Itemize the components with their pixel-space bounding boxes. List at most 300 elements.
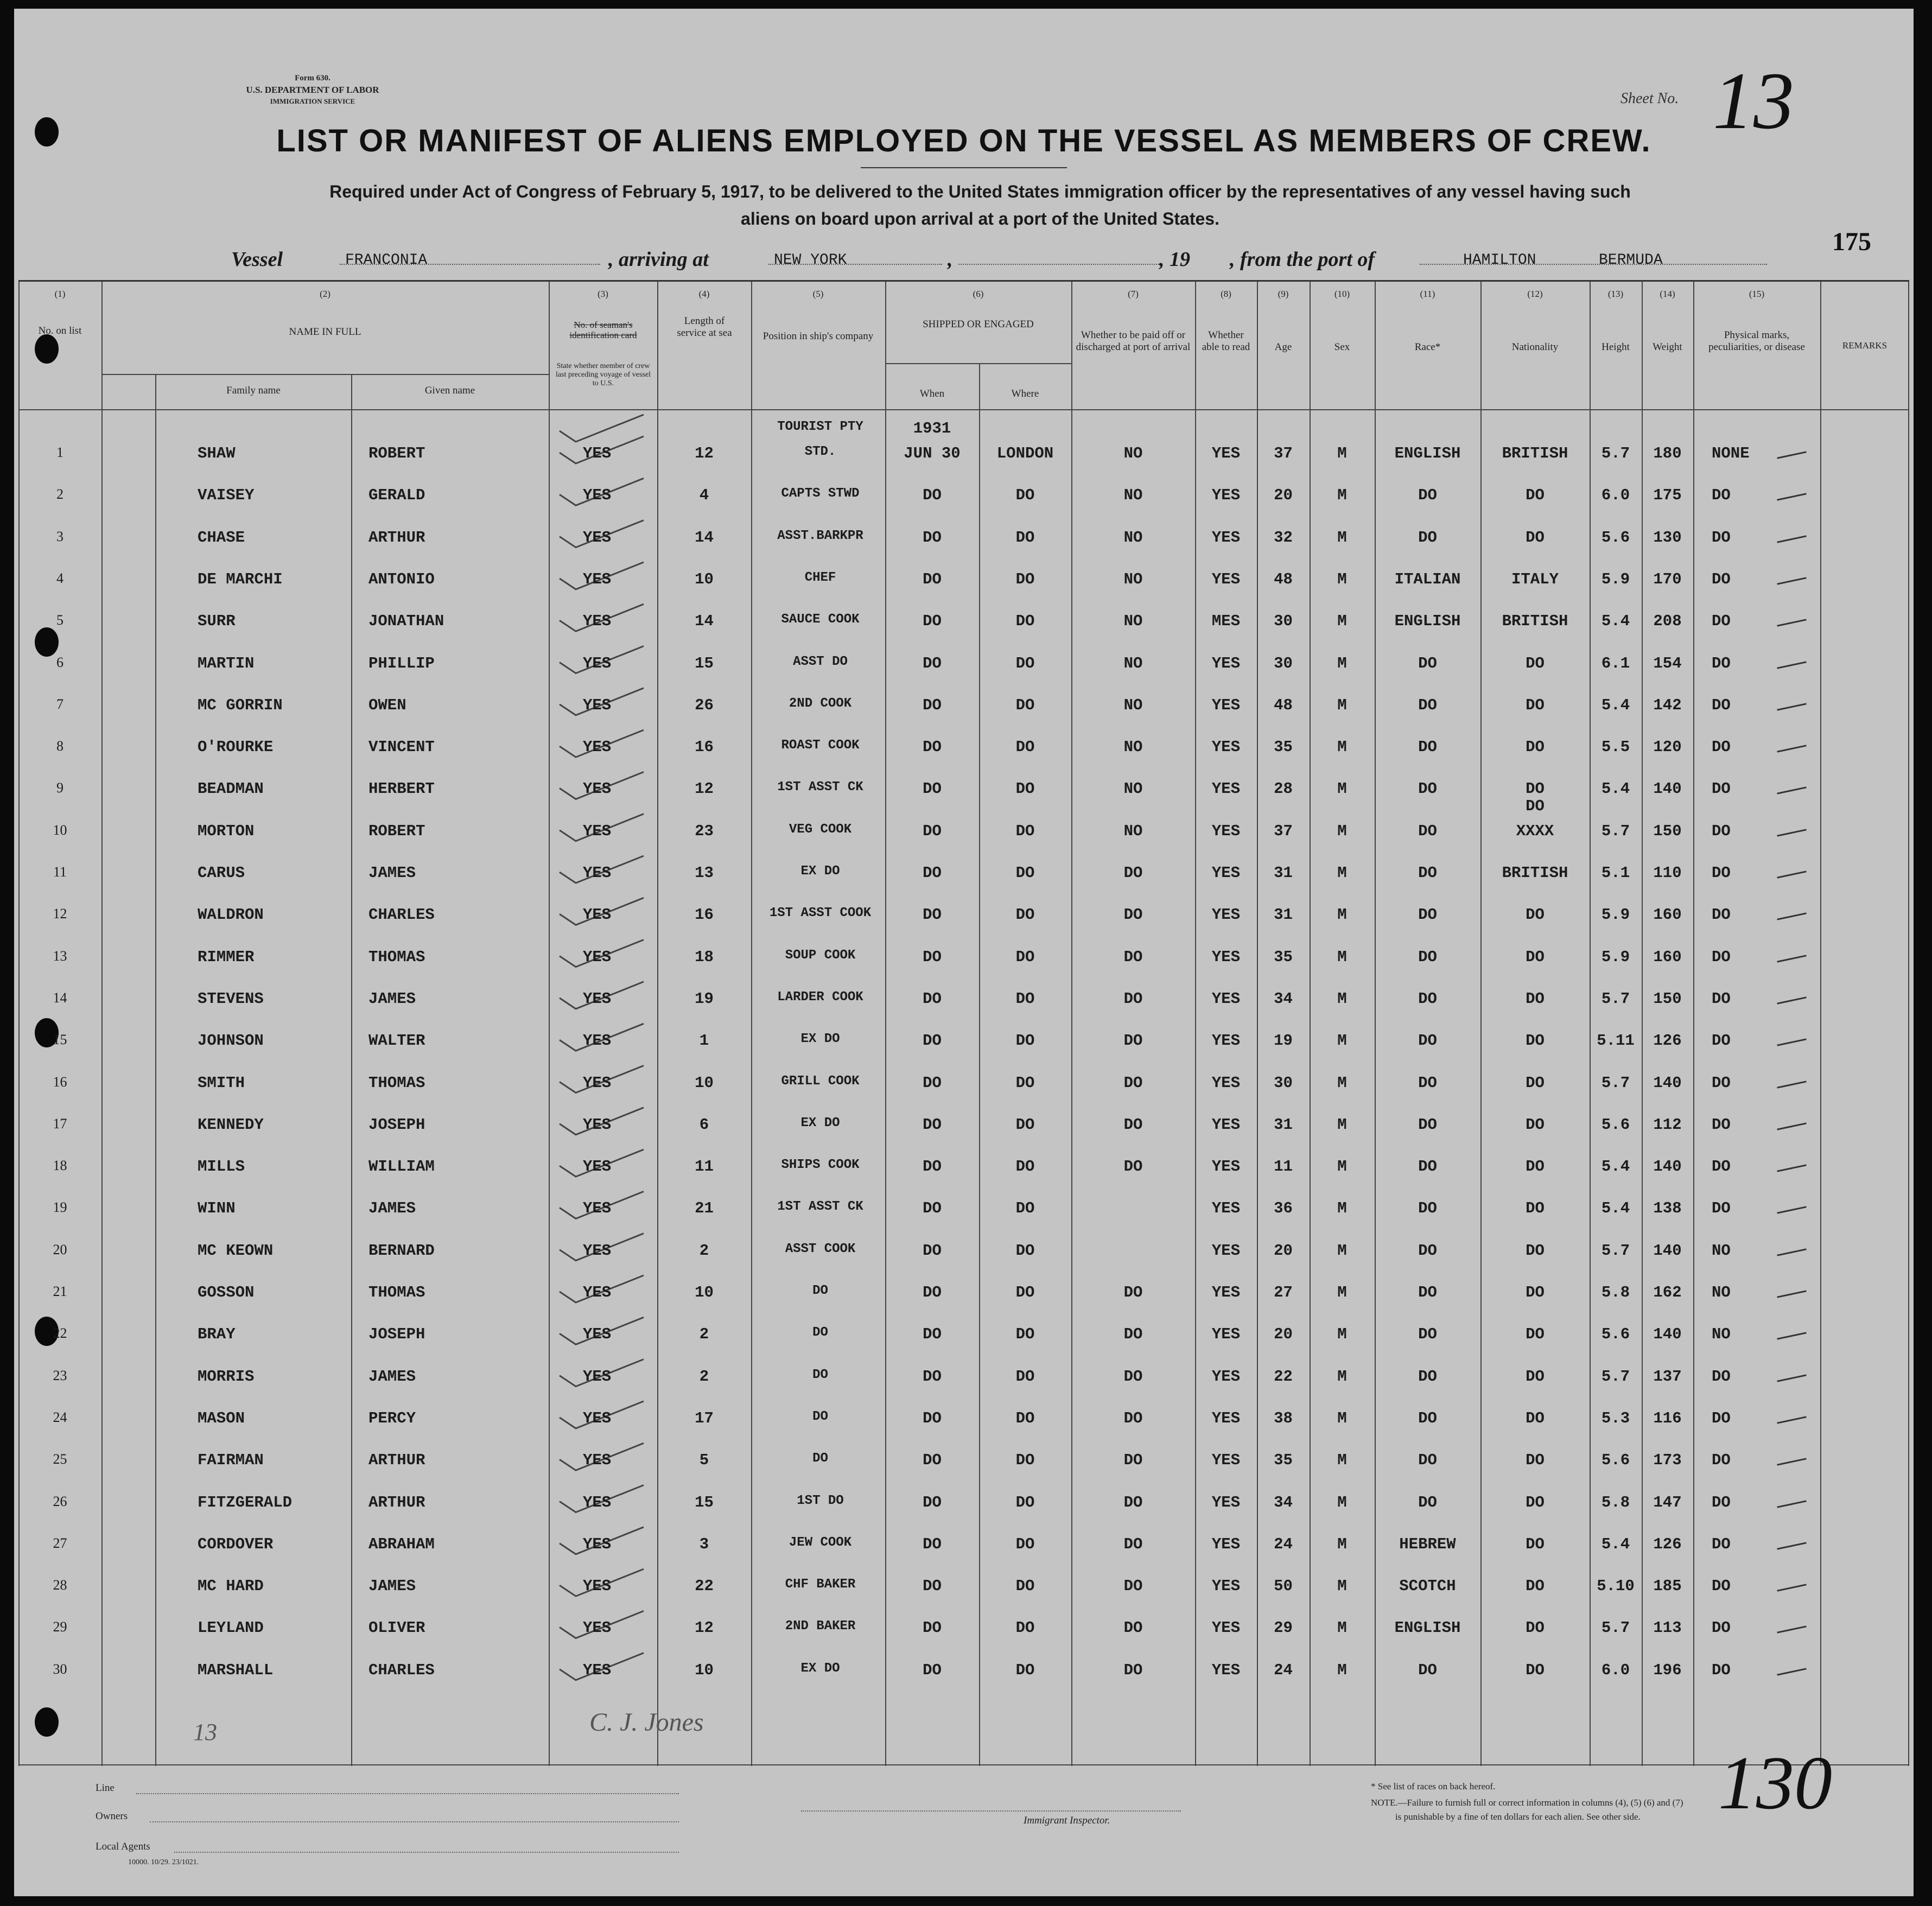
cell-sex: M xyxy=(1337,444,1347,462)
cell-nat: DO xyxy=(1526,1115,1545,1134)
cell-marks: DO xyxy=(1712,570,1731,588)
cell-read: MES xyxy=(1211,612,1241,631)
cell-position: STD. xyxy=(804,444,836,459)
cell-given: ARTHUR xyxy=(368,1451,425,1470)
department-name: U.S. DEPARTMENT OF LABOR xyxy=(246,85,379,95)
header-seaman-id-struck: No. of seaman's identification card xyxy=(569,320,637,340)
cell-height: 5.7 xyxy=(1601,444,1630,462)
cell-when: DO xyxy=(923,486,942,505)
cell-where: DO xyxy=(1015,1367,1035,1386)
cell-sex: M xyxy=(1337,1284,1347,1301)
cell-age: 34 xyxy=(1274,989,1293,1008)
cell-read: YES xyxy=(1211,738,1241,757)
cell-paid: NO xyxy=(1123,780,1143,798)
cell-service: 11 xyxy=(695,1158,714,1176)
cell-nat: DO xyxy=(1526,1284,1545,1301)
cell-nat: DO xyxy=(1526,1158,1545,1176)
cell-position: 1ST DO xyxy=(797,1493,844,1508)
cell-service: 15 xyxy=(695,1493,714,1511)
cell-read: YES xyxy=(1211,864,1241,882)
cell-race: ENGLISH xyxy=(1394,612,1461,631)
cell-height: 5.7 xyxy=(1601,1367,1630,1386)
cell-where: DO xyxy=(1015,822,1035,840)
cell-family: MC GORRIN xyxy=(198,696,283,714)
cell-no: 17 xyxy=(53,1115,67,1132)
total-count: 130 xyxy=(1718,1741,1832,1825)
header-sex: Sex xyxy=(1334,341,1350,353)
cell-read: YES xyxy=(1211,696,1241,714)
cell-service: 21 xyxy=(695,1199,714,1218)
cell-service: 10 xyxy=(695,570,714,588)
cell-when: DO xyxy=(923,989,942,1008)
cell-service: 10 xyxy=(695,1661,714,1679)
cell-age: 31 xyxy=(1274,1115,1293,1134)
cell-service: 26 xyxy=(695,696,714,714)
arriving-label: , arriving at xyxy=(608,248,709,271)
cell-prev: YES xyxy=(583,906,612,924)
cell-prev: YES xyxy=(583,696,612,714)
cell-no: 28 xyxy=(53,1577,67,1593)
cell-age: 36 xyxy=(1274,1199,1293,1218)
cell-service: 12 xyxy=(695,1619,714,1637)
cell-age: 29 xyxy=(1274,1619,1293,1637)
cell-where: DO xyxy=(1015,906,1035,924)
page-title: LIST OR MANIFEST OF ALIENS EMPLOYED ON THE VESSEL AS MEMBERS OF CREW. xyxy=(276,123,1651,158)
cell-nat-top: DO xyxy=(1526,797,1545,815)
cell-family: MARSHALL xyxy=(198,1661,274,1679)
footer-owners-label: Owners xyxy=(96,1810,128,1822)
cell-when: DO xyxy=(923,612,942,631)
cell-sex: M xyxy=(1337,1409,1347,1427)
cell-family: JOHNSON xyxy=(198,1032,264,1050)
inspector-label: Immigrant Inspector. xyxy=(1024,1815,1110,1826)
cell-marks: DO xyxy=(1712,612,1731,631)
cell-no: 15 xyxy=(53,1032,67,1048)
cell-read: YES xyxy=(1211,1493,1241,1511)
cell-nat: BRITISH xyxy=(1502,864,1568,882)
inspector-signature: C. J. Jones xyxy=(589,1708,704,1737)
cell-when: DO xyxy=(923,906,942,924)
cell-nat: DO xyxy=(1526,1325,1545,1344)
cell-given: GERALD xyxy=(368,486,425,505)
cell-nat: BRITISH xyxy=(1502,444,1568,462)
cell-age: 20 xyxy=(1274,1325,1293,1344)
cell-family: MARTIN xyxy=(198,654,255,672)
dotted-rule xyxy=(958,264,1159,265)
cell-race: ENGLISH xyxy=(1394,444,1461,462)
cell-paid: DO xyxy=(1123,1409,1143,1427)
cell-sex: M xyxy=(1337,1535,1347,1553)
cell-marks: DO xyxy=(1712,1493,1731,1511)
col-num-6: (6) xyxy=(973,289,984,299)
cell-prev: YES xyxy=(583,1325,612,1344)
cell-service: 17 xyxy=(695,1409,714,1427)
col-num-8: (8) xyxy=(1221,289,1231,299)
cell-position: EX DO xyxy=(800,1661,840,1676)
cell-where: DO xyxy=(1015,654,1035,672)
cell-marks: DO xyxy=(1712,528,1731,547)
cell-service: 10 xyxy=(695,1073,714,1092)
dotted-rule xyxy=(150,1821,679,1822)
cell-age: 35 xyxy=(1274,948,1293,966)
cell-when: DO xyxy=(923,864,942,882)
cell-read: YES xyxy=(1211,1032,1241,1050)
dotted-rule xyxy=(1420,264,1767,265)
service-name: IMMIGRATION SERVICE xyxy=(270,97,355,105)
cell-weight: 180 xyxy=(1653,444,1682,462)
cell-no: 20 xyxy=(53,1241,67,1257)
cell-prev: YES xyxy=(583,989,612,1008)
cell-weight: 140 xyxy=(1653,1241,1682,1260)
cell-age: 34 xyxy=(1274,1493,1293,1511)
cell-marks: DO xyxy=(1712,1367,1731,1386)
cell-position: DO xyxy=(812,1367,828,1382)
cell-when: DO xyxy=(923,1493,942,1511)
cell-when: DO xyxy=(923,1535,942,1553)
cell-prev: YES xyxy=(583,570,612,588)
cell-family: CARUS xyxy=(198,864,245,882)
cell-family: KENNEDY xyxy=(198,1115,264,1134)
cell-paid: NO xyxy=(1123,738,1143,757)
cell-family: BRAY xyxy=(198,1325,236,1344)
cell-weight: 170 xyxy=(1653,570,1682,588)
header-family-name: Family name xyxy=(226,385,281,396)
cell-marks: DO xyxy=(1712,1199,1731,1218)
cell-race: DO xyxy=(1418,528,1437,547)
cell-family: SURR xyxy=(198,612,236,631)
cell-no: 18 xyxy=(53,1158,67,1174)
cell-given: PERCY xyxy=(368,1409,416,1427)
cell-no: 2 xyxy=(56,486,63,503)
cell-given: ROBERT xyxy=(368,822,425,840)
header-prev-voyage: State whether member of crew last preceding voyage of vessel to U.S. xyxy=(556,362,651,387)
cell-no: 19 xyxy=(53,1199,67,1216)
cell-when: DO xyxy=(923,1032,942,1050)
col-num-15: (15) xyxy=(1749,289,1765,299)
cell-age: 50 xyxy=(1274,1577,1293,1596)
cell-marks: NO xyxy=(1712,1284,1731,1301)
cell-where: DO xyxy=(1015,948,1035,966)
cell-read: YES xyxy=(1211,948,1241,966)
cell-marks: DO xyxy=(1712,696,1731,714)
header-nationality: Nationality xyxy=(1511,341,1559,353)
cell-paid: DO xyxy=(1123,1073,1143,1092)
cell-position: ASST.BARKPR xyxy=(777,528,863,543)
header-given-name: Given name xyxy=(424,385,475,396)
cell-race: DO xyxy=(1418,1158,1437,1176)
cell-prev: YES xyxy=(583,1661,612,1679)
cell-nat: DO xyxy=(1526,780,1545,798)
cell-sex: M xyxy=(1337,1367,1347,1386)
cell-read: YES xyxy=(1211,989,1241,1008)
cell-weight: 175 xyxy=(1653,486,1682,505)
cell-position: 2ND BAKER xyxy=(785,1619,856,1634)
cell-position: VEG COOK xyxy=(789,822,852,837)
header-where: Where xyxy=(1011,388,1039,399)
cell-family: MILLS xyxy=(198,1158,245,1176)
cell-read: YES xyxy=(1211,1661,1241,1679)
cell-prev: YES xyxy=(583,444,612,462)
cell-height: 6.0 xyxy=(1601,1661,1630,1679)
cell-prev: YES xyxy=(583,1073,612,1092)
cell-age: 24 xyxy=(1274,1661,1293,1679)
cell-height: 5.11 xyxy=(1597,1032,1635,1050)
cell-position: CAPTS STWD xyxy=(781,486,860,501)
cell-age: 20 xyxy=(1274,486,1293,505)
cell-position: EX DO xyxy=(800,1115,840,1130)
cell-read: YES xyxy=(1211,1409,1241,1427)
cell-race: DO xyxy=(1418,738,1437,757)
cell-position: DO xyxy=(812,1325,828,1340)
cell-race: DO xyxy=(1418,1409,1437,1427)
cell-paid: DO xyxy=(1123,1032,1143,1050)
cell-when: DO xyxy=(923,654,942,672)
cell-given: JAMES xyxy=(368,1367,416,1386)
cell-height: 5.10 xyxy=(1597,1577,1635,1596)
col-num-5: (5) xyxy=(812,289,824,299)
cell-weight: 147 xyxy=(1653,1493,1682,1511)
cell-weight: 173 xyxy=(1653,1451,1682,1470)
cell-race: DO xyxy=(1418,948,1437,966)
cell-read: YES xyxy=(1211,1619,1241,1637)
cell-age: 24 xyxy=(1274,1535,1293,1553)
cell-age: 38 xyxy=(1274,1409,1293,1427)
cell-when: DO xyxy=(923,696,942,714)
col-num-1: (1) xyxy=(54,289,66,299)
cell-position: ASST COOK xyxy=(785,1241,856,1256)
cell-paid: DO xyxy=(1123,989,1143,1008)
cell-service: 16 xyxy=(695,906,714,924)
cell-read: YES xyxy=(1211,1367,1241,1386)
cell-prev: YES xyxy=(583,1284,612,1301)
cell-weight: 140 xyxy=(1653,1158,1682,1176)
cell-race: ITALIAN xyxy=(1394,570,1461,588)
cell-where: DO xyxy=(1015,528,1035,547)
cell-paid: NO xyxy=(1123,654,1143,672)
fine-note-line-1: NOTE.—Failure to furnish full or correct information in columns (4), (5) (6) and (7) xyxy=(1371,1797,1683,1808)
cell-weight: 150 xyxy=(1653,822,1682,840)
cell-age: 37 xyxy=(1274,822,1293,840)
cell-service: 2 xyxy=(699,1325,709,1344)
cell-read: YES xyxy=(1211,1158,1241,1176)
cell-given: JOSEPH xyxy=(368,1325,425,1344)
cell-age: 35 xyxy=(1274,738,1293,757)
cell-where: DO xyxy=(1015,738,1035,757)
cell-weight: 208 xyxy=(1653,612,1682,631)
cell-marks: DO xyxy=(1712,654,1731,672)
cell-position: 2ND COOK xyxy=(789,696,852,711)
cell-paid: NO xyxy=(1123,444,1143,462)
cell-nat: XXXX xyxy=(1516,822,1554,840)
cell-race: DO xyxy=(1418,822,1437,840)
cell-position: 1ST ASST CK xyxy=(777,1199,863,1215)
cell-paid: DO xyxy=(1123,948,1143,966)
cell-height: 5.1 xyxy=(1601,864,1630,882)
cell-family: SHAW xyxy=(198,444,236,462)
cell-read: YES xyxy=(1211,906,1241,924)
cell-marks: DO xyxy=(1712,1032,1731,1050)
header-weight: Weight xyxy=(1653,341,1682,353)
cell-sex: M xyxy=(1337,654,1347,672)
cell-service: 1 xyxy=(699,1032,709,1050)
cell-service: 6 xyxy=(699,1115,709,1134)
col-num-12: (12) xyxy=(1527,289,1543,299)
cell-where: DO xyxy=(1015,1032,1035,1050)
cell-where: DO xyxy=(1015,989,1035,1008)
col-num-9: (9) xyxy=(1278,289,1289,299)
cell-read: YES xyxy=(1211,1284,1241,1301)
cell-paid: NO xyxy=(1123,486,1143,505)
cell-given: ABRAHAM xyxy=(368,1535,435,1553)
cell-read: YES xyxy=(1211,780,1241,798)
cell-marks: DO xyxy=(1712,989,1731,1008)
cell-given: CHARLES xyxy=(368,1661,435,1679)
cell-given: JAMES xyxy=(368,1577,416,1596)
cell-race: DO xyxy=(1418,864,1437,882)
col-num-13: (13) xyxy=(1607,289,1624,299)
cell-position: DO xyxy=(812,1409,828,1424)
cell-weight: 162 xyxy=(1653,1284,1682,1301)
cell-where: DO xyxy=(1015,1619,1035,1637)
cell-no: 25 xyxy=(53,1451,67,1467)
cell-marks: DO xyxy=(1712,1158,1731,1176)
cell-age: 37 xyxy=(1274,444,1293,462)
dotted-rule xyxy=(340,264,600,265)
sheet-number: 13 xyxy=(1713,56,1794,146)
cell-race: DO xyxy=(1418,1241,1437,1260)
cell-sex: M xyxy=(1337,1115,1347,1134)
cell-family: GOSSON xyxy=(198,1284,255,1301)
cell-given: PHILLIP xyxy=(368,654,435,672)
cell-weight: 116 xyxy=(1653,1409,1682,1427)
cell-height: 5.7 xyxy=(1601,822,1630,840)
cell-height: 5.7 xyxy=(1601,1619,1630,1637)
cell-weight: 150 xyxy=(1653,989,1682,1008)
cell-height: 5.4 xyxy=(1601,612,1630,631)
cell-height: 5.8 xyxy=(1601,1493,1630,1511)
cell-age: 31 xyxy=(1274,906,1293,924)
cell-given: ANTONIO xyxy=(368,570,435,588)
cell-nat: DO xyxy=(1526,1073,1545,1092)
cell-paid: DO xyxy=(1123,1158,1143,1176)
cell-prev: YES xyxy=(583,1199,612,1218)
cell-marks: DO xyxy=(1712,1409,1731,1427)
cell-weight: 142 xyxy=(1653,696,1682,714)
cell-paid: DO xyxy=(1123,1535,1143,1553)
col-num-7: (7) xyxy=(1128,289,1139,299)
cell-race: DO xyxy=(1418,780,1437,798)
header-physical-marks: Physical marks, peculiarities, or disease xyxy=(1708,329,1805,353)
cell-no: 23 xyxy=(53,1367,67,1383)
cell-marks: DO xyxy=(1712,948,1731,966)
cell-weight: 196 xyxy=(1653,1661,1682,1679)
cell-height: 5.4 xyxy=(1601,1199,1630,1218)
cell-read: YES xyxy=(1211,444,1241,462)
cell-weight: 130 xyxy=(1653,528,1682,547)
cell-race: ENGLISH xyxy=(1394,1619,1461,1637)
cell-no: 9 xyxy=(56,780,63,796)
cell-paid: DO xyxy=(1123,1493,1143,1511)
cell-where: DO xyxy=(1015,1661,1035,1679)
cell-where: DO xyxy=(1015,570,1035,588)
cell-race: HEBREW xyxy=(1399,1535,1456,1553)
cell-age: 30 xyxy=(1274,612,1293,631)
cell-prev: YES xyxy=(583,864,612,882)
cell-family: FITZGERALD xyxy=(198,1493,293,1511)
cell-family: VAISEY xyxy=(198,486,255,505)
cell-race: DO xyxy=(1418,906,1437,924)
col-num-2: (2) xyxy=(320,289,331,299)
cell-where: DO xyxy=(1015,1535,1035,1553)
cell-read: YES xyxy=(1211,654,1241,672)
dotted-rule xyxy=(801,1810,1181,1812)
cell-when: JUN 30 xyxy=(904,444,961,462)
cell-paid: DO xyxy=(1123,1577,1143,1596)
cell-prev: YES xyxy=(583,1493,612,1511)
cell-no: 5 xyxy=(56,612,63,628)
dotted-rule xyxy=(768,264,942,265)
cell-prev: YES xyxy=(583,1032,612,1050)
cell-when: DO xyxy=(923,1158,942,1176)
cell-given: ARTHUR xyxy=(368,528,425,547)
cell-where: DO xyxy=(1015,1409,1035,1427)
cell-family: BEADMAN xyxy=(198,780,264,798)
cell-race: DO xyxy=(1418,989,1437,1008)
cell-nat: BRITISH xyxy=(1502,612,1568,631)
cell-sex: M xyxy=(1337,822,1347,840)
cell-read: YES xyxy=(1211,1325,1241,1344)
cell-sex: M xyxy=(1337,948,1347,966)
cell-family: SMITH xyxy=(198,1073,245,1092)
printing-code: 10000. 10/29. 23/1021. xyxy=(128,1858,199,1866)
col-num-11: (11) xyxy=(1420,289,1435,299)
cell-prev: YES xyxy=(583,1451,612,1470)
cell-height: 6.0 xyxy=(1601,486,1630,505)
cell-no: 4 xyxy=(56,570,63,586)
col-num-14: (14) xyxy=(1660,289,1675,299)
cell-height: 5.4 xyxy=(1601,1535,1630,1553)
cell-weight: 140 xyxy=(1653,1325,1682,1344)
cell-height: 5.6 xyxy=(1601,1451,1630,1470)
cell-position: ROAST COOK xyxy=(781,738,860,753)
cell-prev: YES xyxy=(583,738,612,757)
cell-no: 16 xyxy=(53,1073,67,1090)
cell-age: 28 xyxy=(1274,780,1293,798)
cell-prev: YES xyxy=(583,1367,612,1386)
cell-age: 32 xyxy=(1274,528,1293,547)
cell-prev: YES xyxy=(583,948,612,966)
cell-position: DO xyxy=(812,1284,828,1298)
cell-when: DO xyxy=(923,822,942,840)
cell-race: SCOTCH xyxy=(1399,1577,1456,1596)
cell-position: JEW COOK xyxy=(789,1535,852,1550)
cell-given: JOSEPH xyxy=(368,1115,425,1134)
cell-service: 15 xyxy=(695,654,714,672)
cell-age: 22 xyxy=(1274,1367,1293,1386)
cell-sex: M xyxy=(1337,906,1347,924)
cell-read: YES xyxy=(1211,486,1241,505)
cell-height: 5.8 xyxy=(1601,1284,1630,1301)
cell-paid: DO xyxy=(1123,1284,1143,1301)
cell-weight: 160 xyxy=(1653,906,1682,924)
cell-family: CORDOVER xyxy=(198,1535,274,1553)
cell-position: 1ST ASST CK xyxy=(777,780,863,795)
cell-age: 31 xyxy=(1274,864,1293,882)
cell-given: JAMES xyxy=(368,1199,416,1218)
cell-sex: M xyxy=(1337,570,1347,588)
cell-when: DO xyxy=(923,948,942,966)
cell-family: STEVENS xyxy=(198,989,264,1008)
